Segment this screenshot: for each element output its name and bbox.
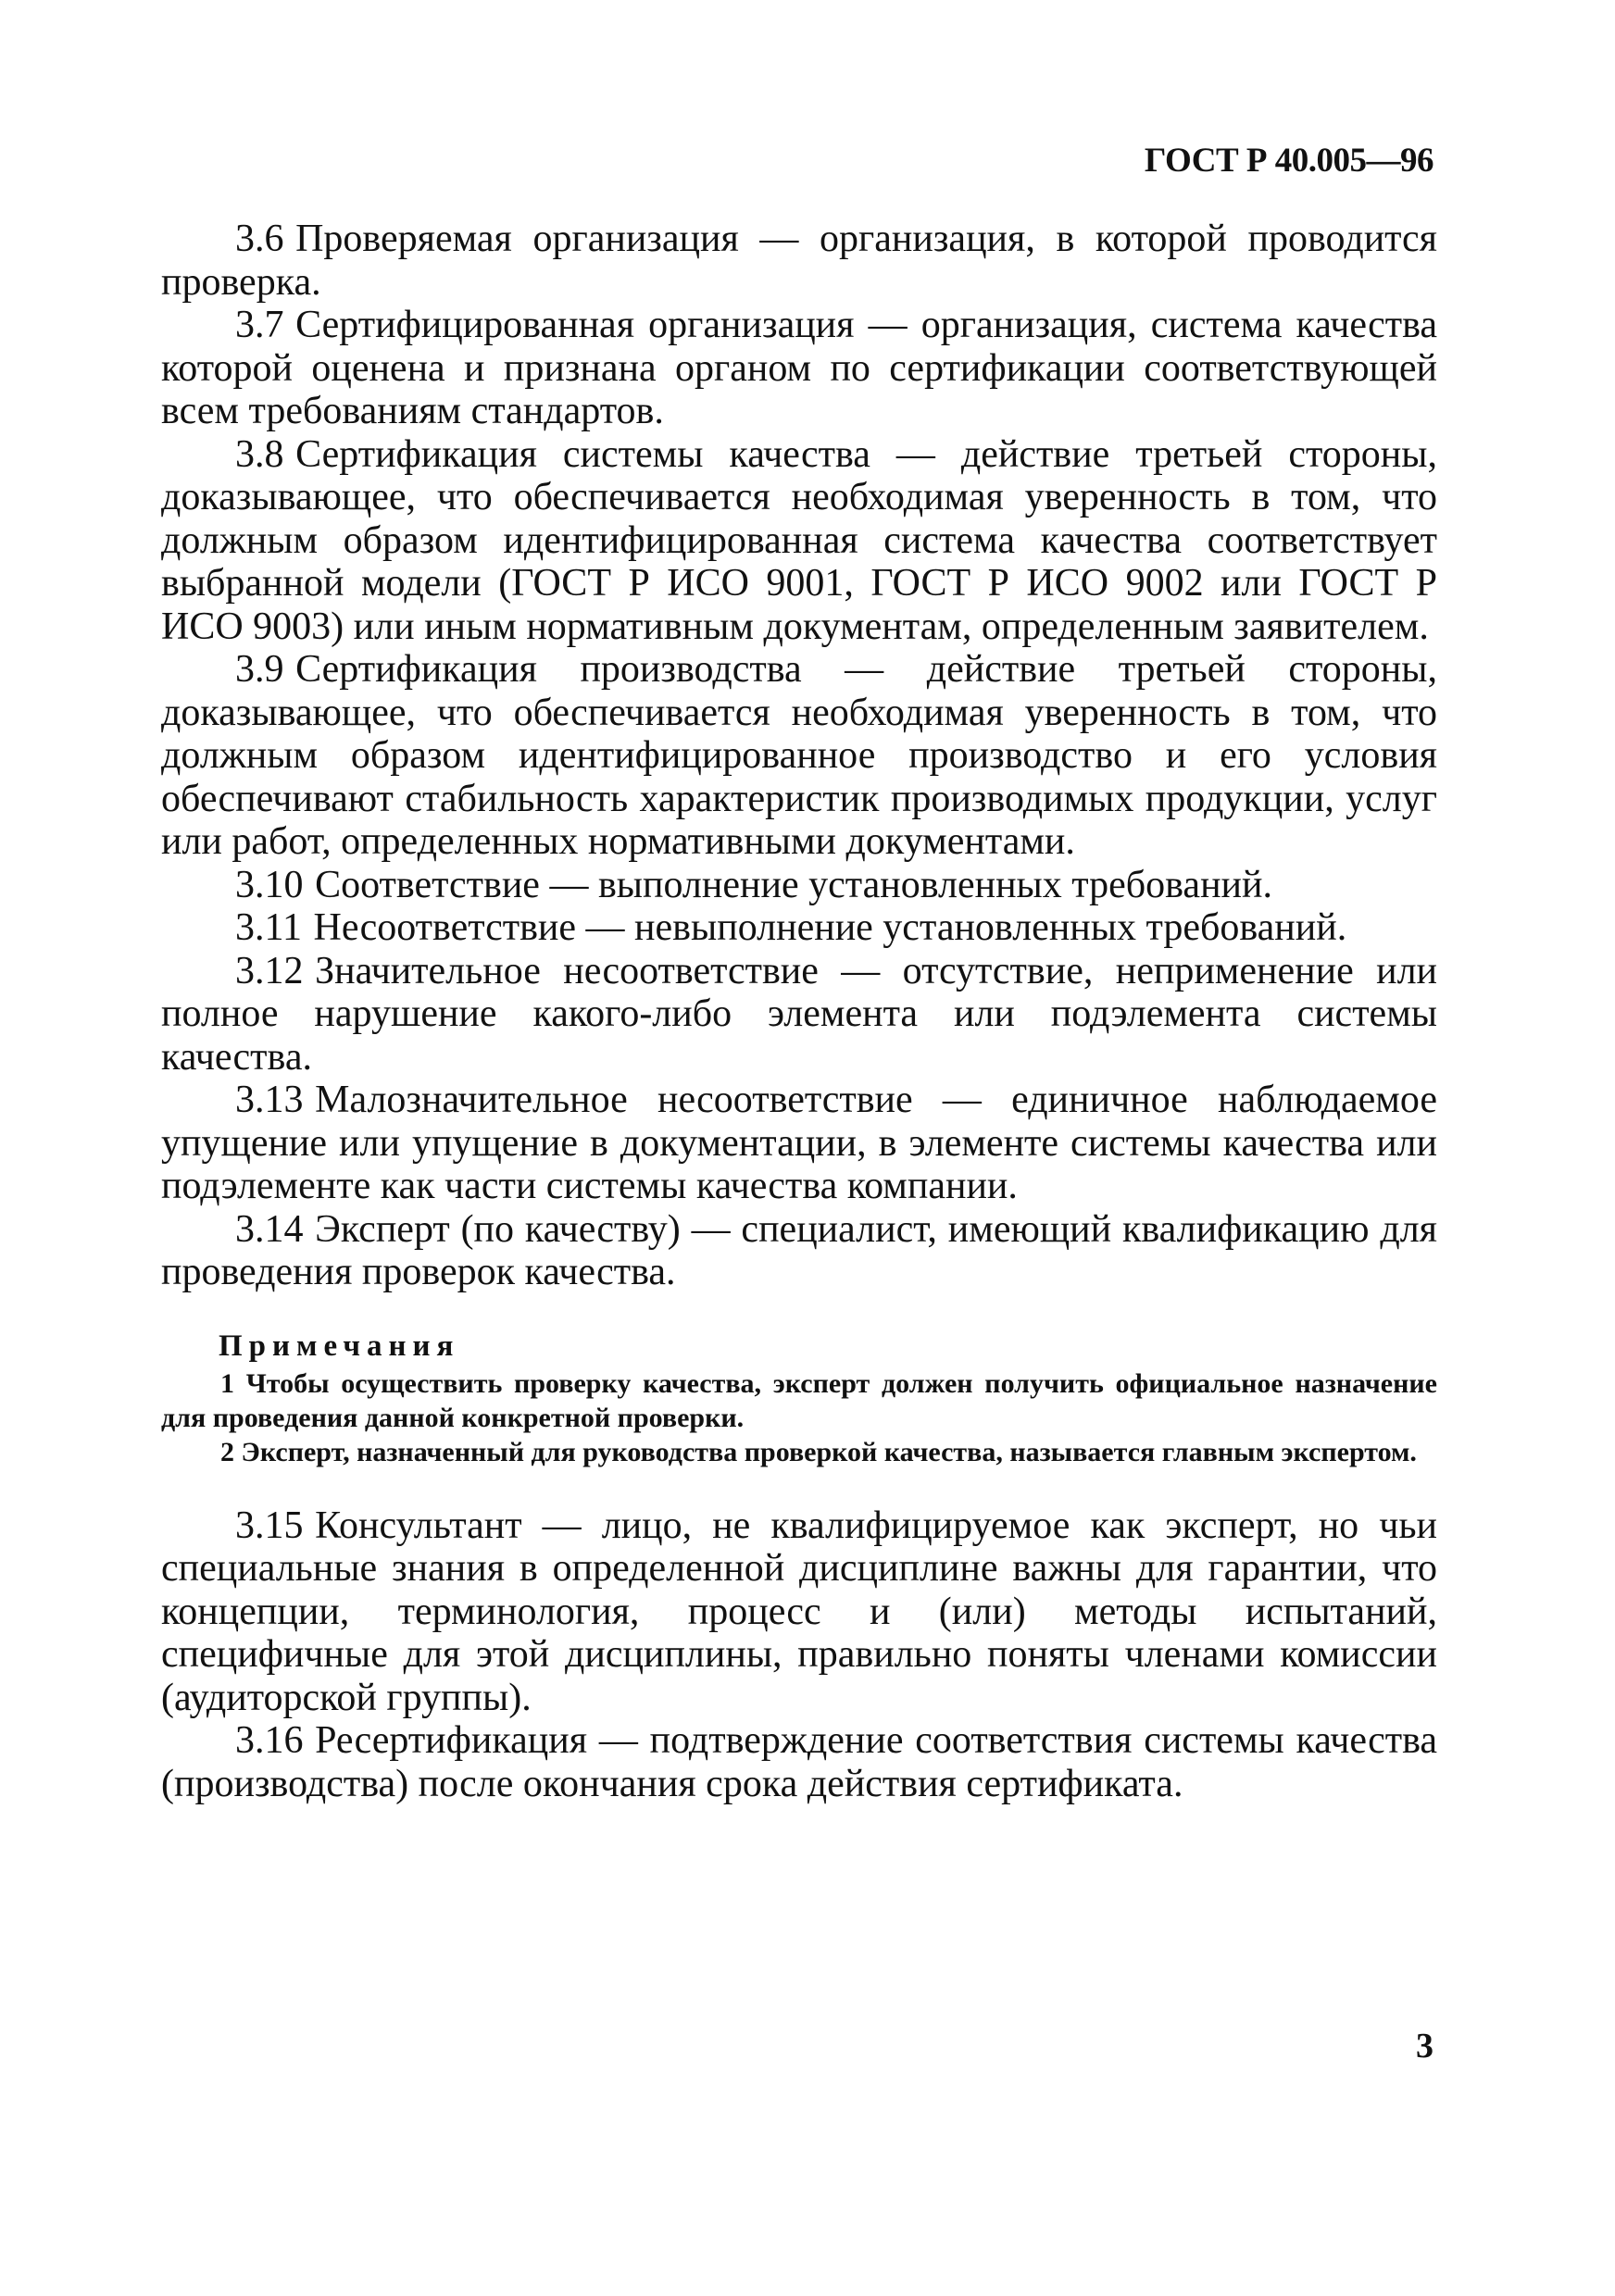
note-item: 1 Чтобы осуществить проверку качества, эксперт должен получить официальное назначение для проведения данной конкретной проверки. [161,1367,1437,1433]
term-3-7: 3.7 Сертифицированная организация — организация, система качества которой оценена и признана органом по сертификации соответствующей всем требованиям стандартов. [161,304,1437,432]
term-3-8: 3.8 Сертификация системы качества — действие третьей стороны, доказывающее, что обеспечивается необходимая уверенность в том, что должным образом идентифицированная система качества соответствует выбранной модели (ГОСТ Р ИСО 9001, ГОСТ Р ИСО 9002 или ГОСТ Р ИСО 9003) или иным нормативным документам, определенным заявителем. [161,432,1437,648]
notes-block [161,1328,1437,1469]
term-3-9: 3.9 Сертификация производства — действие третьей стороны, доказывающее, что обеспечивается необходимая уверенность в том, что должным образом идентифицированное производство и его условия обеспечивают стабильность характеристик производимых продукции, услуг или работ, определенных нормативными документами. [161,648,1437,863]
term-3-12: 3.12 Значительное несоответствие — отсутствие, неприменение или полное нарушение какого-либо элемента или подэлемента системы качества. [161,949,1437,1079]
term-3-14: 3.14 Эксперт (по качеству) — специалист, имеющий квалификацию для проведения проверок качества. [161,1207,1437,1293]
term-3-16: 3.16 Ресертификация — подтверждение соответствия системы качества (производства) после окончания срока действия сертификата. [161,1719,1437,1805]
document-code: ГОСТ Р 40.005—96 [1144,142,1433,180]
term-3-10: 3.10 Соответствие — выполнение установленных требований. [235,863,1272,906]
page-number: 3 [1416,2027,1433,2065]
term-3-15: 3.15 Консультант — лицо, не квалифицируемое как эксперт, но чьи специальные знания в определенной дисциплине важны для гарантии, что концепции, терминология, процесс и (или) методы испытаний, специфичные для этой дисциплины, правильно поняты членами комиссии (аудиторской группы). [161,1504,1437,1719]
term-3-11: 3.11 Несоответствие — невыполнение установленных требований. [235,906,1347,949]
term-3-13: 3.13 Малозначительное несоответствие — единичное наблюдаемое упущение или упущение в документации, в элементе системы качества или подэлементе как части системы качества компании. [161,1079,1437,1207]
note-item: 2 Эксперт, назначенный для руководства проверкой качества, называется главным экспертом. [220,1436,1417,1467]
document-body [161,218,1437,1805]
notes-title: Примечания [219,1329,460,1363]
term-3-6: 3.6 Проверяемая организация — организация, в которой проводится проверка. [161,218,1437,304]
